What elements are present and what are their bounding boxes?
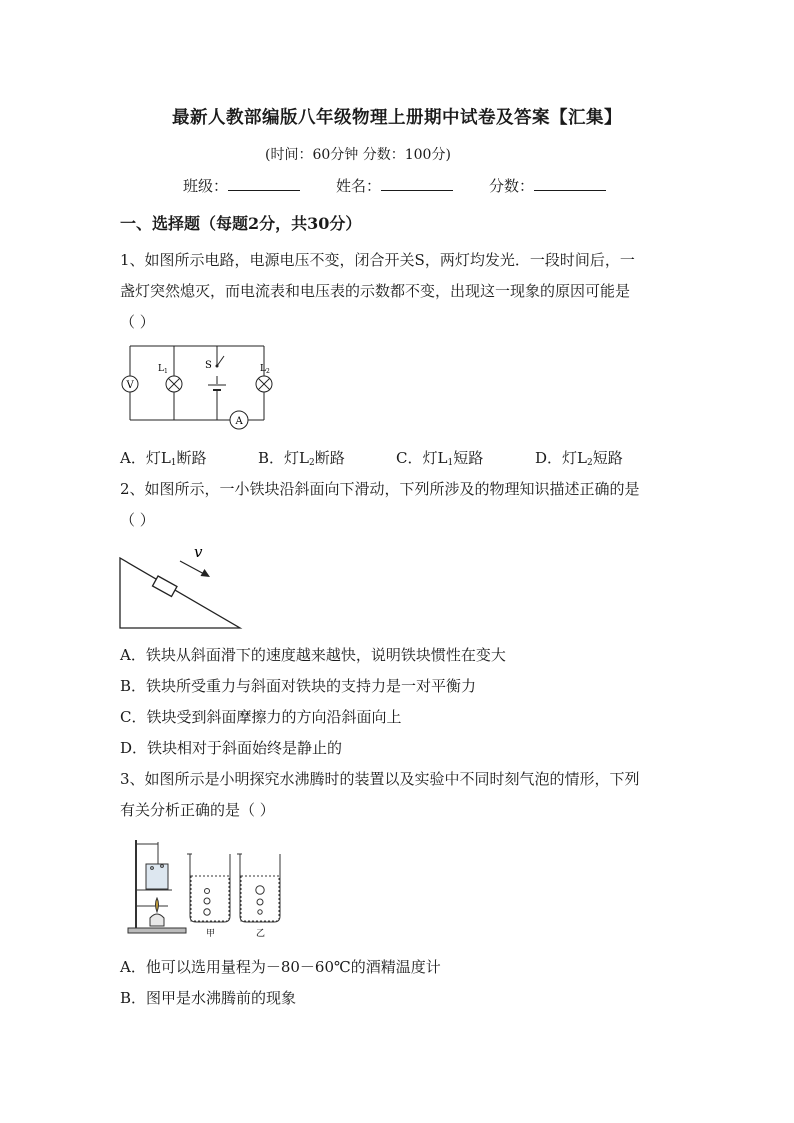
score-label: 分数： — [489, 177, 535, 195]
lamp-l1-icon — [166, 376, 182, 392]
beaker-icon — [146, 864, 168, 889]
q3-line1: 3、如图所示是小明探究水沸腾时的装置以及实验中不同时刻气泡的情形，下列 — [120, 770, 640, 788]
label-yi: 乙 — [256, 929, 266, 939]
lamp-l2-label: L — [260, 364, 266, 374]
q3-line2: 有关分析正确的是（ ） — [120, 801, 275, 819]
velocity-label: v — [194, 543, 203, 561]
ammeter-label: A — [235, 416, 243, 427]
q1-option-b: B．灯$L_2$断路 — [258, 449, 345, 468]
beaker-yi-icon — [237, 854, 280, 922]
switch-label: S — [205, 360, 212, 371]
q2-option-d: D．铁块相对于斜面始终是静止的 — [120, 739, 343, 757]
q1-line3: （ ） — [120, 313, 155, 331]
q2-option-b: B．铁块所受重力与斜面对铁块的支持力是一对平衡力 — [120, 677, 477, 695]
score-field — [489, 175, 606, 196]
incline-diagram — [114, 540, 244, 632]
name-blank — [381, 176, 453, 191]
score-blank — [534, 176, 606, 191]
exam-subtitle: (时间：60分钟 分数：100分) — [265, 147, 451, 163]
q3-option-a: A．他可以选用量程为－80－60℃的酒精温度计 — [120, 958, 441, 976]
beaker-jia-icon — [187, 854, 230, 922]
class-label: 班级： — [183, 177, 229, 195]
lamp-l2-sub: 2 — [266, 368, 270, 375]
switch-icon — [216, 365, 219, 368]
q1-option-c: C．灯$L_1$短路 — [396, 449, 484, 468]
exam-title: 最新人教部编版八年级物理上册期中试卷及答案【汇集】 — [172, 108, 622, 128]
q1-line1: 1、如图所示电路，电源电压不变，闭合开关S，两灯均发光．一段时间后，一 — [120, 251, 635, 269]
battery-icon — [208, 385, 226, 396]
class-field — [183, 175, 300, 196]
lamp-l2-icon — [256, 376, 272, 392]
q1-option-d: D．灯$L_2$短路 — [535, 449, 623, 468]
label-jia: 甲 — [206, 929, 216, 939]
class-blank — [228, 176, 300, 191]
q1-option-a: A．灯$L_1$断路 — [120, 449, 207, 468]
q2-line1: 2、如图所示，一小铁块沿斜面向下滑动，下列所涉及的物理知识描述正确的是 — [120, 480, 640, 498]
q2-line2: （ ） — [120, 511, 155, 529]
q3-option-b: B．图甲是水沸腾前的现象 — [120, 989, 297, 1007]
lamp-l1-label: L — [158, 364, 164, 374]
voltmeter-label: V — [126, 380, 134, 391]
boiling-apparatus-diagram — [124, 832, 294, 940]
circuit-diagram — [118, 340, 278, 432]
section-heading: 一、选择题（每题2分，共30分） — [120, 214, 362, 233]
name-label: 姓名： — [336, 177, 382, 195]
iron-block — [153, 576, 178, 597]
q2-option-a: A．铁块从斜面滑下的速度越来越快，说明铁块惯性在变大 — [120, 646, 506, 664]
incline-triangle — [120, 558, 240, 628]
q2-option-c: C．铁块受到斜面摩擦力的方向沿斜面向上 — [120, 708, 402, 726]
lamp-l1-sub: 1 — [164, 368, 168, 375]
q1-line2: 盏灯突然熄灭，而电流表和电压表的示数都不变，出现这一现象的原因可能是 — [120, 282, 631, 300]
burner-icon — [150, 898, 164, 926]
velocity-arrow — [180, 561, 206, 575]
name-field — [336, 175, 453, 196]
